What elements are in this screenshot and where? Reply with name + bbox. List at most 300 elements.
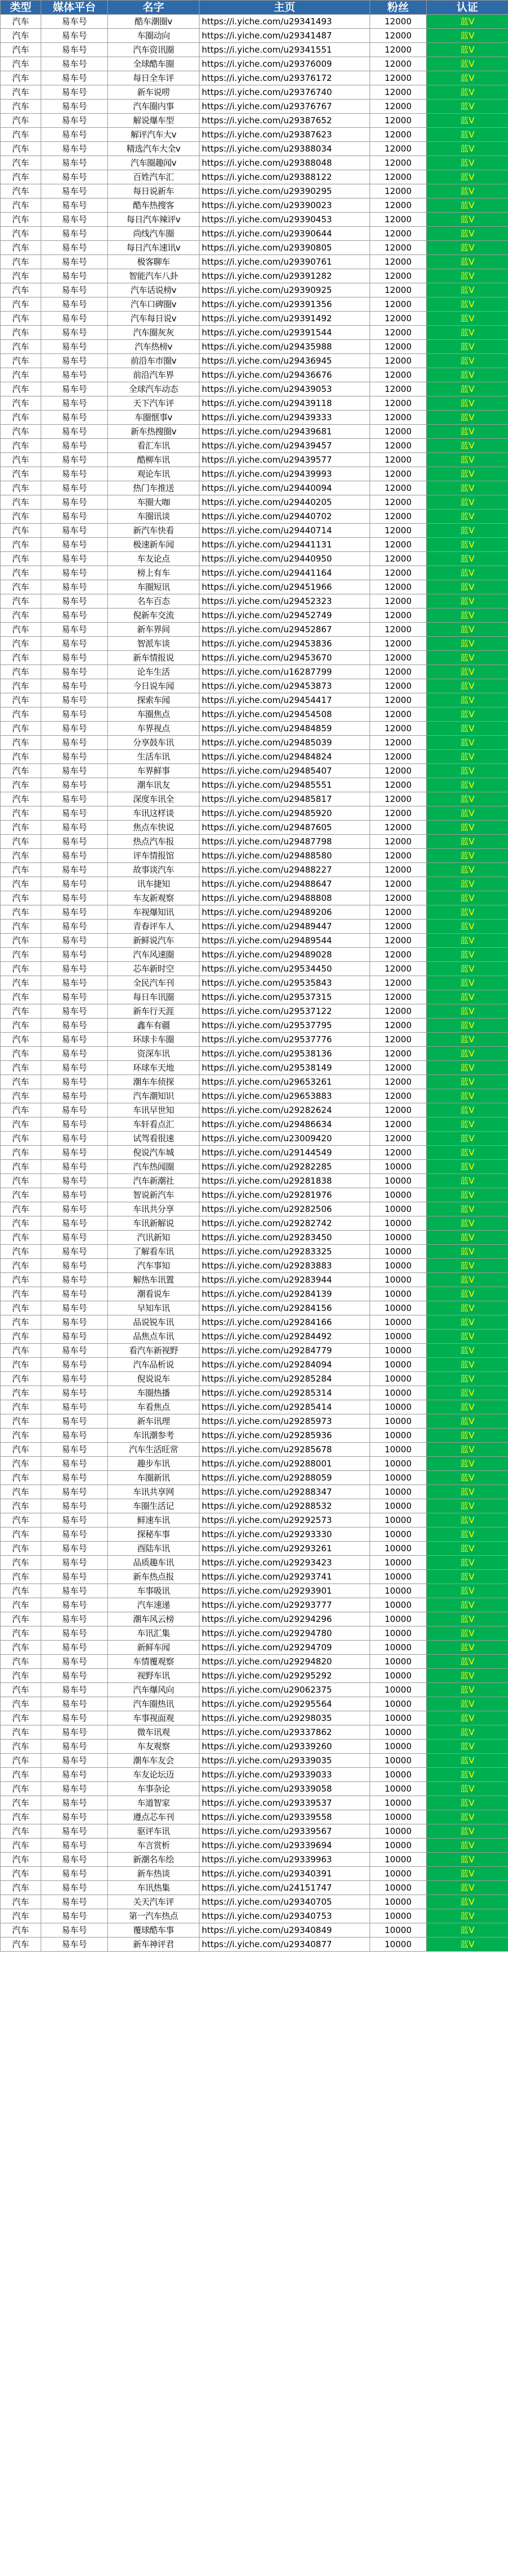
cell-verification[interactable]: 蓝V bbox=[427, 948, 508, 962]
cell-homepage[interactable]: https://i.yiche.com/u29391492 bbox=[199, 312, 370, 326]
cell-verification[interactable]: 蓝V bbox=[427, 1796, 508, 1810]
cell-verification[interactable]: 蓝V bbox=[427, 481, 508, 495]
cell-platform[interactable]: 易车号 bbox=[41, 1938, 108, 1952]
cell-platform[interactable]: 易车号 bbox=[41, 396, 108, 411]
cell-followers[interactable]: 12000 bbox=[370, 184, 427, 199]
cell-followers[interactable]: 10000 bbox=[370, 1810, 427, 1824]
cell-type[interactable]: 汽车 bbox=[1, 1669, 41, 1683]
cell-type[interactable]: 汽车 bbox=[1, 1061, 41, 1075]
cell-type[interactable]: 汽车 bbox=[1, 255, 41, 269]
cell-name[interactable]: 精选汽车大全v bbox=[108, 142, 199, 156]
cell-followers[interactable]: 12000 bbox=[370, 891, 427, 905]
cell-homepage[interactable]: https://i.yiche.com/u29295564 bbox=[199, 1697, 370, 1711]
cell-homepage[interactable]: https://i.yiche.com/u16287799 bbox=[199, 665, 370, 679]
cell-name[interactable]: 第一汽车热点 bbox=[108, 1909, 199, 1923]
cell-name[interactable]: 汽车圈灰灰 bbox=[108, 326, 199, 340]
cell-verification[interactable]: 蓝V bbox=[427, 1146, 508, 1160]
cell-type[interactable]: 汽车 bbox=[1, 382, 41, 396]
cell-followers[interactable]: 12000 bbox=[370, 467, 427, 481]
cell-homepage[interactable]: https://i.yiche.com/u29387623 bbox=[199, 128, 370, 142]
cell-type[interactable]: 汽车 bbox=[1, 1598, 41, 1612]
cell-verification[interactable]: 蓝V bbox=[427, 1556, 508, 1570]
cell-homepage[interactable]: https://i.yiche.com/u29451966 bbox=[199, 580, 370, 594]
cell-name[interactable]: 车讯这样谈 bbox=[108, 806, 199, 821]
cell-verification[interactable]: 蓝V bbox=[427, 1429, 508, 1443]
cell-homepage[interactable]: https://i.yiche.com/u29390453 bbox=[199, 213, 370, 227]
cell-platform[interactable]: 易车号 bbox=[41, 1867, 108, 1881]
cell-platform[interactable]: 易车号 bbox=[41, 891, 108, 905]
cell-type[interactable]: 汽车 bbox=[1, 1400, 41, 1414]
cell-platform[interactable]: 易车号 bbox=[41, 1612, 108, 1626]
cell-followers[interactable]: 10000 bbox=[370, 1768, 427, 1782]
cell-homepage[interactable]: https://i.yiche.com/u29454417 bbox=[199, 693, 370, 707]
cell-homepage[interactable]: https://i.yiche.com/u29388048 bbox=[199, 156, 370, 170]
cell-homepage[interactable]: https://i.yiche.com/u29390925 bbox=[199, 283, 370, 297]
cell-verification[interactable]: 蓝V bbox=[427, 1513, 508, 1528]
cell-followers[interactable]: 12000 bbox=[370, 1061, 427, 1075]
cell-verification[interactable]: 蓝V bbox=[427, 609, 508, 623]
cell-homepage[interactable]: https://i.yiche.com/u29285414 bbox=[199, 1400, 370, 1414]
cell-name[interactable]: 车讯共分享 bbox=[108, 1202, 199, 1216]
cell-type[interactable]: 汽车 bbox=[1, 863, 41, 877]
cell-verification[interactable]: 蓝V bbox=[427, 905, 508, 920]
cell-type[interactable]: 汽车 bbox=[1, 1259, 41, 1273]
cell-type[interactable]: 汽车 bbox=[1, 948, 41, 962]
cell-name[interactable]: 今日说车闻 bbox=[108, 679, 199, 693]
cell-verification[interactable]: 蓝V bbox=[427, 736, 508, 750]
cell-platform[interactable]: 易车号 bbox=[41, 1471, 108, 1485]
cell-verification[interactable]: 蓝V bbox=[427, 1273, 508, 1287]
cell-name[interactable]: 新汽车快看 bbox=[108, 524, 199, 538]
cell-verification[interactable]: 蓝V bbox=[427, 170, 508, 184]
cell-homepage[interactable]: https://i.yiche.com/u29653883 bbox=[199, 1089, 370, 1103]
cell-type[interactable]: 汽车 bbox=[1, 1457, 41, 1471]
cell-type[interactable]: 汽车 bbox=[1, 411, 41, 425]
cell-platform[interactable]: 易车号 bbox=[41, 1881, 108, 1895]
cell-homepage[interactable]: https://i.yiche.com/u29282624 bbox=[199, 1103, 370, 1117]
cell-followers[interactable]: 12000 bbox=[370, 962, 427, 976]
cell-followers[interactable]: 10000 bbox=[370, 1839, 427, 1853]
cell-platform[interactable]: 易车号 bbox=[41, 1824, 108, 1839]
cell-name[interactable]: 天下汽车评 bbox=[108, 396, 199, 411]
cell-name[interactable]: 酉陆车讯 bbox=[108, 1542, 199, 1556]
cell-name[interactable]: 芯车新时空 bbox=[108, 962, 199, 976]
cell-homepage[interactable]: https://i.yiche.com/u29293901 bbox=[199, 1584, 370, 1598]
cell-name[interactable]: 汽车圈热讯 bbox=[108, 1697, 199, 1711]
cell-type[interactable]: 汽车 bbox=[1, 1881, 41, 1895]
cell-name[interactable]: 智说新汽车 bbox=[108, 1188, 199, 1202]
cell-platform[interactable]: 易车号 bbox=[41, 623, 108, 637]
cell-homepage[interactable]: https://i.yiche.com/u29288001 bbox=[199, 1457, 370, 1471]
cell-platform[interactable]: 易车号 bbox=[41, 43, 108, 57]
cell-followers[interactable]: 10000 bbox=[370, 1231, 427, 1245]
cell-followers[interactable]: 12000 bbox=[370, 213, 427, 227]
cell-name[interactable]: 汽车热闻圈 bbox=[108, 1160, 199, 1174]
cell-followers[interactable]: 10000 bbox=[370, 1683, 427, 1697]
cell-name[interactable]: 潮车车侦探 bbox=[108, 1075, 199, 1089]
cell-name[interactable]: 汽车热榜v bbox=[108, 340, 199, 354]
cell-homepage[interactable]: https://i.yiche.com/u29339567 bbox=[199, 1824, 370, 1839]
cell-followers[interactable]: 12000 bbox=[370, 1075, 427, 1089]
cell-type[interactable]: 汽车 bbox=[1, 57, 41, 71]
cell-type[interactable]: 汽车 bbox=[1, 821, 41, 835]
cell-followers[interactable]: 12000 bbox=[370, 297, 427, 312]
cell-homepage[interactable]: https://i.yiche.com/u29538149 bbox=[199, 1061, 370, 1075]
cell-homepage[interactable]: https://i.yiche.com/u29452323 bbox=[199, 594, 370, 609]
cell-followers[interactable]: 10000 bbox=[370, 1513, 427, 1528]
cell-type[interactable]: 汽车 bbox=[1, 891, 41, 905]
cell-homepage[interactable]: https://i.yiche.com/u29388122 bbox=[199, 170, 370, 184]
cell-platform[interactable]: 易车号 bbox=[41, 580, 108, 594]
cell-homepage[interactable]: https://i.yiche.com/u29484859 bbox=[199, 722, 370, 736]
cell-verification[interactable]: 蓝V bbox=[427, 425, 508, 439]
cell-type[interactable]: 汽车 bbox=[1, 1231, 41, 1245]
cell-type[interactable]: 汽车 bbox=[1, 693, 41, 707]
cell-followers[interactable]: 10000 bbox=[370, 1330, 427, 1344]
cell-type[interactable]: 汽车 bbox=[1, 778, 41, 792]
cell-followers[interactable]: 12000 bbox=[370, 609, 427, 623]
cell-verification[interactable]: 蓝V bbox=[427, 142, 508, 156]
cell-platform[interactable]: 易车号 bbox=[41, 538, 108, 552]
cell-homepage[interactable]: https://i.yiche.com/u29293777 bbox=[199, 1598, 370, 1612]
cell-type[interactable]: 汽车 bbox=[1, 495, 41, 510]
cell-type[interactable]: 汽车 bbox=[1, 976, 41, 990]
cell-platform[interactable]: 易车号 bbox=[41, 1683, 108, 1697]
cell-homepage[interactable]: https://i.yiche.com/u29488227 bbox=[199, 863, 370, 877]
cell-platform[interactable]: 易车号 bbox=[41, 114, 108, 128]
cell-platform[interactable]: 易车号 bbox=[41, 637, 108, 651]
cell-followers[interactable]: 10000 bbox=[370, 1782, 427, 1796]
cell-homepage[interactable]: https://i.yiche.com/u29284139 bbox=[199, 1287, 370, 1301]
cell-platform[interactable]: 易车号 bbox=[41, 85, 108, 100]
cell-name[interactable]: 汽车品析说 bbox=[108, 1358, 199, 1372]
cell-verification[interactable]: 蓝V bbox=[427, 1188, 508, 1202]
cell-name[interactable]: 解评汽车大v bbox=[108, 128, 199, 142]
cell-verification[interactable]: 蓝V bbox=[427, 340, 508, 354]
cell-followers[interactable]: 10000 bbox=[370, 1881, 427, 1895]
cell-homepage[interactable]: https://i.yiche.com/u29439457 bbox=[199, 439, 370, 453]
cell-followers[interactable]: 12000 bbox=[370, 948, 427, 962]
cell-verification[interactable]: 蓝V bbox=[427, 1725, 508, 1740]
cell-followers[interactable]: 10000 bbox=[370, 1386, 427, 1400]
cell-name[interactable]: 倪说汽车城 bbox=[108, 1146, 199, 1160]
cell-name[interactable]: 视野车讯 bbox=[108, 1669, 199, 1683]
cell-verification[interactable]: 蓝V bbox=[427, 1824, 508, 1839]
cell-verification[interactable]: 蓝V bbox=[427, 29, 508, 43]
cell-homepage[interactable]: https://i.yiche.com/u29341551 bbox=[199, 43, 370, 57]
cell-type[interactable]: 汽车 bbox=[1, 934, 41, 948]
cell-verification[interactable]: 蓝V bbox=[427, 1895, 508, 1909]
cell-verification[interactable]: 蓝V bbox=[427, 891, 508, 905]
cell-type[interactable]: 汽车 bbox=[1, 1117, 41, 1132]
cell-homepage[interactable]: https://i.yiche.com/u29285678 bbox=[199, 1443, 370, 1457]
cell-platform[interactable]: 易车号 bbox=[41, 736, 108, 750]
cell-followers[interactable]: 12000 bbox=[370, 354, 427, 368]
cell-verification[interactable]: 蓝V bbox=[427, 1301, 508, 1315]
cell-followers[interactable]: 12000 bbox=[370, 566, 427, 580]
cell-name[interactable]: 倪说说车 bbox=[108, 1372, 199, 1386]
cell-type[interactable]: 汽车 bbox=[1, 1923, 41, 1938]
cell-verification[interactable]: 蓝V bbox=[427, 1471, 508, 1485]
cell-verification[interactable]: 蓝V bbox=[427, 1528, 508, 1542]
cell-homepage[interactable]: https://i.yiche.com/u29537795 bbox=[199, 1019, 370, 1033]
cell-followers[interactable]: 12000 bbox=[370, 71, 427, 85]
cell-type[interactable]: 汽车 bbox=[1, 764, 41, 778]
cell-followers[interactable]: 12000 bbox=[370, 1019, 427, 1033]
cell-verification[interactable]: 蓝V bbox=[427, 1287, 508, 1301]
cell-platform[interactable]: 易车号 bbox=[41, 453, 108, 467]
cell-name[interactable]: 全球酷车圈 bbox=[108, 57, 199, 71]
cell-homepage[interactable]: https://i.yiche.com/u29294296 bbox=[199, 1612, 370, 1626]
cell-verification[interactable]: 蓝V bbox=[427, 1047, 508, 1061]
cell-platform[interactable]: 易车号 bbox=[41, 1004, 108, 1019]
cell-followers[interactable]: 12000 bbox=[370, 623, 427, 637]
cell-followers[interactable]: 12000 bbox=[370, 142, 427, 156]
cell-type[interactable]: 汽车 bbox=[1, 1782, 41, 1796]
cell-name[interactable]: 车友观察 bbox=[108, 1740, 199, 1754]
cell-homepage[interactable]: https://i.yiche.com/u29283944 bbox=[199, 1273, 370, 1287]
cell-verification[interactable]: 蓝V bbox=[427, 707, 508, 722]
cell-platform[interactable]: 易车号 bbox=[41, 128, 108, 142]
cell-name[interactable]: 酷车热搜客 bbox=[108, 199, 199, 213]
cell-followers[interactable]: 10000 bbox=[370, 1542, 427, 1556]
cell-type[interactable]: 汽车 bbox=[1, 71, 41, 85]
cell-followers[interactable]: 10000 bbox=[370, 1273, 427, 1287]
cell-type[interactable]: 汽车 bbox=[1, 283, 41, 297]
cell-type[interactable]: 汽车 bbox=[1, 1528, 41, 1542]
cell-name[interactable]: 青春评车人 bbox=[108, 920, 199, 934]
cell-name[interactable]: 新车说唠 bbox=[108, 85, 199, 100]
cell-type[interactable]: 汽车 bbox=[1, 312, 41, 326]
cell-name[interactable]: 新车界间 bbox=[108, 623, 199, 637]
cell-type[interactable]: 汽车 bbox=[1, 85, 41, 100]
cell-name[interactable]: 全球汽车动态 bbox=[108, 382, 199, 396]
cell-name[interactable]: 新车神评君 bbox=[108, 1938, 199, 1952]
cell-followers[interactable]: 12000 bbox=[370, 368, 427, 382]
cell-verification[interactable]: 蓝V bbox=[427, 637, 508, 651]
cell-followers[interactable]: 10000 bbox=[370, 1725, 427, 1740]
cell-homepage[interactable]: https://i.yiche.com/u29376009 bbox=[199, 57, 370, 71]
cell-platform[interactable]: 易车号 bbox=[41, 269, 108, 283]
cell-verification[interactable]: 蓝V bbox=[427, 566, 508, 580]
cell-verification[interactable]: 蓝V bbox=[427, 1881, 508, 1895]
cell-name[interactable]: 汽车每日说v bbox=[108, 312, 199, 326]
cell-followers[interactable]: 10000 bbox=[370, 1216, 427, 1231]
cell-platform[interactable]: 易车号 bbox=[41, 1711, 108, 1725]
cell-verification[interactable]: 蓝V bbox=[427, 354, 508, 368]
cell-platform[interactable]: 易车号 bbox=[41, 1245, 108, 1259]
cell-homepage[interactable]: https://i.yiche.com/u29453670 bbox=[199, 651, 370, 665]
cell-type[interactable]: 汽车 bbox=[1, 1089, 41, 1103]
cell-homepage[interactable]: https://i.yiche.com/u29340705 bbox=[199, 1895, 370, 1909]
cell-platform[interactable]: 易车号 bbox=[41, 71, 108, 85]
cell-name[interactable]: 车友论点 bbox=[108, 552, 199, 566]
cell-type[interactable]: 汽车 bbox=[1, 1315, 41, 1330]
cell-name[interactable]: 故事谈汽车 bbox=[108, 863, 199, 877]
cell-name[interactable]: 汽车圈内事 bbox=[108, 100, 199, 114]
cell-homepage[interactable]: https://i.yiche.com/u29440702 bbox=[199, 510, 370, 524]
cell-platform[interactable]: 易车号 bbox=[41, 1301, 108, 1315]
cell-platform[interactable]: 易车号 bbox=[41, 1923, 108, 1938]
cell-type[interactable]: 汽车 bbox=[1, 1542, 41, 1556]
cell-verification[interactable]: 蓝V bbox=[427, 990, 508, 1004]
cell-name[interactable]: 鲜速车讯 bbox=[108, 1513, 199, 1528]
cell-verification[interactable]: 蓝V bbox=[427, 877, 508, 891]
cell-followers[interactable]: 12000 bbox=[370, 43, 427, 57]
cell-verification[interactable]: 蓝V bbox=[427, 1641, 508, 1655]
cell-type[interactable]: 汽车 bbox=[1, 199, 41, 213]
cell-homepage[interactable]: https://i.yiche.com/u29339537 bbox=[199, 1796, 370, 1810]
cell-homepage[interactable]: https://i.yiche.com/u29454508 bbox=[199, 707, 370, 722]
cell-platform[interactable]: 易车号 bbox=[41, 1075, 108, 1089]
cell-followers[interactable]: 12000 bbox=[370, 863, 427, 877]
cell-platform[interactable]: 易车号 bbox=[41, 1810, 108, 1824]
cell-name[interactable]: 热点汽车报 bbox=[108, 835, 199, 849]
column-header-type[interactable]: 类型 bbox=[1, 1, 41, 15]
cell-verification[interactable]: 蓝V bbox=[427, 1344, 508, 1358]
cell-followers[interactable]: 12000 bbox=[370, 524, 427, 538]
cell-type[interactable]: 汽车 bbox=[1, 425, 41, 439]
cell-verification[interactable]: 蓝V bbox=[427, 1740, 508, 1754]
cell-followers[interactable]: 10000 bbox=[370, 1443, 427, 1457]
cell-verification[interactable]: 蓝V bbox=[427, 750, 508, 764]
cell-name[interactable]: 汽车速递 bbox=[108, 1598, 199, 1612]
cell-type[interactable]: 汽车 bbox=[1, 1810, 41, 1824]
cell-followers[interactable]: 12000 bbox=[370, 693, 427, 707]
cell-followers[interactable]: 10000 bbox=[370, 1188, 427, 1202]
cell-followers[interactable]: 10000 bbox=[370, 1499, 427, 1513]
cell-type[interactable]: 汽车 bbox=[1, 1245, 41, 1259]
cell-type[interactable]: 汽车 bbox=[1, 609, 41, 623]
cell-platform[interactable]: 易车号 bbox=[41, 368, 108, 382]
cell-verification[interactable]: 蓝V bbox=[427, 1853, 508, 1867]
cell-type[interactable]: 汽车 bbox=[1, 849, 41, 863]
cell-platform[interactable]: 易车号 bbox=[41, 920, 108, 934]
cell-homepage[interactable]: https://i.yiche.com/u29340849 bbox=[199, 1923, 370, 1938]
cell-verification[interactable]: 蓝V bbox=[427, 1584, 508, 1598]
cell-type[interactable]: 汽车 bbox=[1, 580, 41, 594]
cell-type[interactable]: 汽车 bbox=[1, 29, 41, 43]
cell-homepage[interactable]: https://i.yiche.com/u29390805 bbox=[199, 241, 370, 255]
cell-homepage[interactable]: https://i.yiche.com/u29486634 bbox=[199, 1117, 370, 1132]
cell-name[interactable]: 早知车讯 bbox=[108, 1301, 199, 1315]
cell-type[interactable]: 汽车 bbox=[1, 354, 41, 368]
cell-followers[interactable]: 10000 bbox=[370, 1612, 427, 1626]
cell-platform[interactable]: 易车号 bbox=[41, 835, 108, 849]
cell-name[interactable]: 车圈大咖 bbox=[108, 495, 199, 510]
cell-platform[interactable]: 易车号 bbox=[41, 1344, 108, 1358]
cell-followers[interactable]: 10000 bbox=[370, 1471, 427, 1485]
cell-verification[interactable]: 蓝V bbox=[427, 778, 508, 792]
cell-homepage[interactable]: https://i.yiche.com/u29288059 bbox=[199, 1471, 370, 1485]
cell-followers[interactable]: 12000 bbox=[370, 877, 427, 891]
cell-followers[interactable]: 12000 bbox=[370, 580, 427, 594]
cell-verification[interactable]: 蓝V bbox=[427, 1033, 508, 1047]
cell-platform[interactable]: 易车号 bbox=[41, 1033, 108, 1047]
cell-homepage[interactable]: https://i.yiche.com/u29537315 bbox=[199, 990, 370, 1004]
cell-verification[interactable]: 蓝V bbox=[427, 1075, 508, 1089]
cell-type[interactable]: 汽车 bbox=[1, 481, 41, 495]
cell-followers[interactable]: 12000 bbox=[370, 990, 427, 1004]
cell-name[interactable]: 汽车圈趣闻v bbox=[108, 156, 199, 170]
cell-followers[interactable]: 12000 bbox=[370, 312, 427, 326]
cell-platform[interactable]: 易车号 bbox=[41, 609, 108, 623]
cell-verification[interactable]: 蓝V bbox=[427, 1089, 508, 1103]
cell-followers[interactable]: 12000 bbox=[370, 764, 427, 778]
cell-type[interactable]: 汽车 bbox=[1, 213, 41, 227]
cell-followers[interactable]: 12000 bbox=[370, 1033, 427, 1047]
cell-verification[interactable]: 蓝V bbox=[427, 1612, 508, 1626]
cell-platform[interactable]: 易车号 bbox=[41, 905, 108, 920]
cell-verification[interactable]: 蓝V bbox=[427, 962, 508, 976]
cell-name[interactable]: 榜上有车 bbox=[108, 566, 199, 580]
cell-platform[interactable]: 易车号 bbox=[41, 990, 108, 1004]
cell-name[interactable]: 看汽车新视野 bbox=[108, 1344, 199, 1358]
cell-platform[interactable]: 易车号 bbox=[41, 1061, 108, 1075]
cell-verification[interactable]: 蓝V bbox=[427, 976, 508, 990]
cell-name[interactable]: 新车热谈 bbox=[108, 1867, 199, 1881]
cell-homepage[interactable]: https://i.yiche.com/u29281976 bbox=[199, 1188, 370, 1202]
cell-followers[interactable]: 12000 bbox=[370, 722, 427, 736]
cell-name[interactable]: 关天汽车评 bbox=[108, 1895, 199, 1909]
cell-followers[interactable]: 12000 bbox=[370, 156, 427, 170]
cell-followers[interactable]: 12000 bbox=[370, 255, 427, 269]
cell-platform[interactable]: 易车号 bbox=[41, 1457, 108, 1471]
cell-platform[interactable]: 易车号 bbox=[41, 1485, 108, 1499]
cell-homepage[interactable]: https://i.yiche.com/u29453836 bbox=[199, 637, 370, 651]
cell-name[interactable]: 酷车潮圈v bbox=[108, 15, 199, 29]
cell-homepage[interactable]: https://i.yiche.com/u29439993 bbox=[199, 467, 370, 481]
cell-platform[interactable]: 易车号 bbox=[41, 863, 108, 877]
cell-homepage[interactable]: https://i.yiche.com/u29436945 bbox=[199, 354, 370, 368]
cell-homepage[interactable]: https://i.yiche.com/u29391282 bbox=[199, 269, 370, 283]
cell-type[interactable]: 汽车 bbox=[1, 1146, 41, 1160]
cell-followers[interactable]: 12000 bbox=[370, 411, 427, 425]
cell-name[interactable]: 车视爆知讯 bbox=[108, 905, 199, 920]
cell-verification[interactable]: 蓝V bbox=[427, 1202, 508, 1216]
cell-name[interactable]: 评车情报馆 bbox=[108, 849, 199, 863]
cell-homepage[interactable]: https://i.yiche.com/u29339035 bbox=[199, 1754, 370, 1768]
cell-type[interactable]: 汽车 bbox=[1, 1754, 41, 1768]
cell-verification[interactable]: 蓝V bbox=[427, 213, 508, 227]
cell-platform[interactable]: 易车号 bbox=[41, 1216, 108, 1231]
cell-platform[interactable]: 易车号 bbox=[41, 566, 108, 580]
cell-platform[interactable]: 易车号 bbox=[41, 948, 108, 962]
cell-type[interactable]: 汽车 bbox=[1, 142, 41, 156]
cell-type[interactable]: 汽车 bbox=[1, 128, 41, 142]
cell-name[interactable]: 全民汽车刊 bbox=[108, 976, 199, 990]
cell-verification[interactable]: 蓝V bbox=[427, 1626, 508, 1641]
cell-homepage[interactable]: https://i.yiche.com/u29489028 bbox=[199, 948, 370, 962]
cell-followers[interactable]: 12000 bbox=[370, 1004, 427, 1019]
cell-followers[interactable]: 12000 bbox=[370, 199, 427, 213]
column-header-homepage[interactable]: 主页 bbox=[199, 1, 370, 15]
cell-name[interactable]: 焦点车快说 bbox=[108, 821, 199, 835]
cell-followers[interactable]: 10000 bbox=[370, 1655, 427, 1669]
cell-followers[interactable]: 10000 bbox=[370, 1259, 427, 1273]
cell-name[interactable]: 车圈讯谈 bbox=[108, 510, 199, 524]
cell-verification[interactable]: 蓝V bbox=[427, 1160, 508, 1174]
cell-followers[interactable]: 12000 bbox=[370, 1089, 427, 1103]
cell-type[interactable]: 汽车 bbox=[1, 156, 41, 170]
cell-name[interactable]: 车道智家 bbox=[108, 1796, 199, 1810]
cell-verification[interactable]: 蓝V bbox=[427, 396, 508, 411]
cell-verification[interactable]: 蓝V bbox=[427, 312, 508, 326]
cell-name[interactable]: 解说爆车型 bbox=[108, 114, 199, 128]
cell-platform[interactable]: 易车号 bbox=[41, 877, 108, 891]
cell-homepage[interactable]: https://i.yiche.com/u29390023 bbox=[199, 199, 370, 213]
cell-platform[interactable]: 易车号 bbox=[41, 1909, 108, 1923]
